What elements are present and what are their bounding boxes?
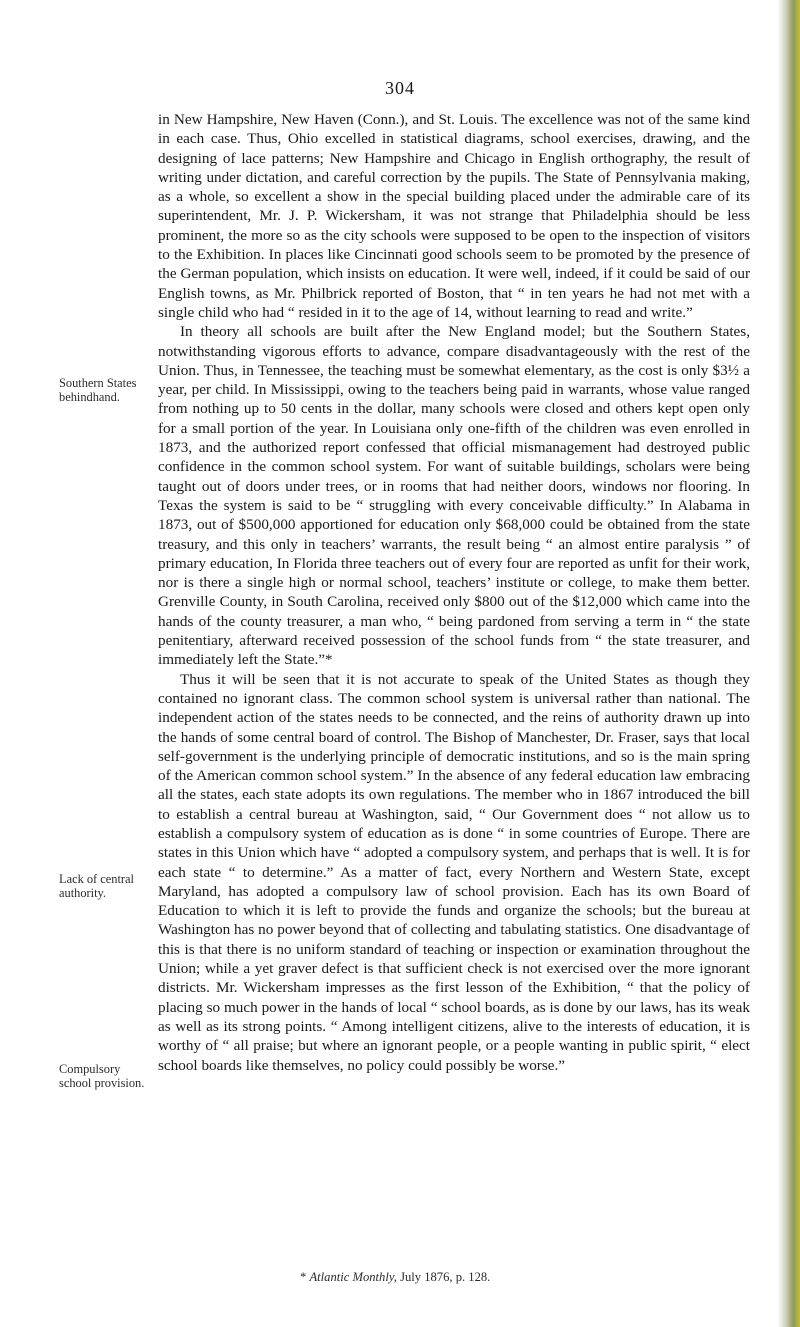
footnote-marker: * xyxy=(300,1270,307,1284)
body-text xyxy=(158,110,750,1075)
margin-note-central-authority xyxy=(59,872,147,900)
margin-note-line: Southern States xyxy=(59,376,137,390)
margin-note-line: behindhand. xyxy=(59,390,120,404)
page-number: 304 xyxy=(385,78,415,98)
footnote-details: July 1876, p. 128. xyxy=(400,1270,491,1284)
margin-note-line: authority. xyxy=(59,886,107,900)
footnote xyxy=(300,1270,760,1285)
footnote-source: Atlantic Monthly, xyxy=(309,1270,397,1284)
paragraph-southern-states: In theory all schools are built after the New England model; but the Southern States, notwithstanding vigorous efforts to advance, compare disadvantageously with the rest of the Union. Thus, in Tennessee, the teaching must be somewhat elementary, as the cost is only $3½ a year, per child. In Mississippi, owing to the teachers being paid in warrants, whose value ranged from nothing up to 50 cents in the dollar, many schools were closed and others kept open only for a small portion of the year. In Louisiana only one-fifth of the children was even enrolled in 1873, and the authorized report confessed that official mismanagement had destroyed public confidence in the common school system. For want of suitable buildings, scholars were being taught out of doors under trees, or in rooms that had neither doors, windows nor flooring. In Texas the system is said to be “ struggling with every conceivable difficulty.” In Alabama in 1873, out of $500,000 apportioned for education only $68,000 could be obtained from the state treasury, and this only in teachers’ warrants, the result being “ an almost entire paralysis ” of primary education, In Florida three teachers out of every four are reported as unfit for their work, nor is there a single high or normal school, teachers’ institute or college, to make them better. Grenville County, in South Carolina, received only $800 out of the $12,000 which came into the hands of the county treasurer, a man who, “ being pardoned from serving a term in “ the state penitentiary, afterward received possession of the school funds from “ the state treasurer, and immediately left the State.”* xyxy=(158,323,750,669)
page-edge-binding xyxy=(778,0,800,1327)
margin-note-southern-states xyxy=(59,376,147,404)
margin-note-line: school provision. xyxy=(59,1076,145,1090)
margin-note-compulsory xyxy=(59,1062,147,1090)
paragraph-continuation: in New Hampshire, New Haven (Conn.), and St. Louis. The excellence was not of the same kind in each case. Thus, Ohio excelled in statistical diagrams, school exercises, drawing, and the designing of lace patterns; New Hampshire and Chicago in English orthography, the result of writing under dictation, and careful correction by the pupils. The State of Pennsylvania making, as a whole, so excellent a show in the special building placed under the admirable care of its superintendent, Mr. J. P. Wickersham, it was not strange that Philadelphia should be less prominent, the more so as the city schools were supposed to be open to the inspection of visitors to the Exhibition. In places like Cincinnati good schools seem to be promoted by the presence of the German population, which insists on education. It were well, indeed, if it could be said of our English towns, as Mr. Philbrick reported of Boston, that “ in ten years he had not met with a single child who had “ resided in it to the age of 14, without learning to read and write.” xyxy=(158,111,750,321)
margin-note-line: Compulsory xyxy=(59,1062,121,1076)
paragraph-central-authority: Thus it will be seen that it is not accurate to speak of the United States as though they contained no ignorant class. The common school system is universal rather than national. The independent action of the states needs to be connected, and the reins of authority drawn up into the hands of some central board of control. The Bishop of Manchester, Dr. Fraser, says that local self-government is the underlying principle of democratic institutions, and so is the main spring of the American common school system.” In the absence of any federal education law embracing all the states, each state adopts its own regulations. The member who in 1867 introduced the bill to establish a central bureau at Washington, said, “ Our Government does “ not allow us to establish a compulsory system of education as is done “ in some countries of Europe. There are states in this Union which have “ adopted a compulsory system, and perhaps that is well. It is for each state “ to determine.” As a matter of fact, every Northern and Western State, except Maryland, has adopted a compulsory law of school provision. Each has its own Board of Education to which it is left to provide the funds and organize the schools; but the bureau at Washington has no power beyond that of collecting and tabulating statistics. One disadvantage of this is that there is no uniform standard of teaching or inspection or examination throughout the Union; while a yet graver defect is that sufficient check is not exercised over the more ignorant districts. Mr. Wickersham impresses as the first lesson of the Exhibition, “ that the policy of placing so much power in the hands of local “ school boards, as is done by our laws, has its weak as well as its strong points. “ Among intelligent citizens, alive to the interests of education, it is worthy of “ all praise; but where an ignorant people, or a people wanting in public spirit, “ elect school boards like themselves, no policy could possibly be worse.” xyxy=(158,670,750,1074)
margin-note-line: Lack of central xyxy=(59,872,134,886)
